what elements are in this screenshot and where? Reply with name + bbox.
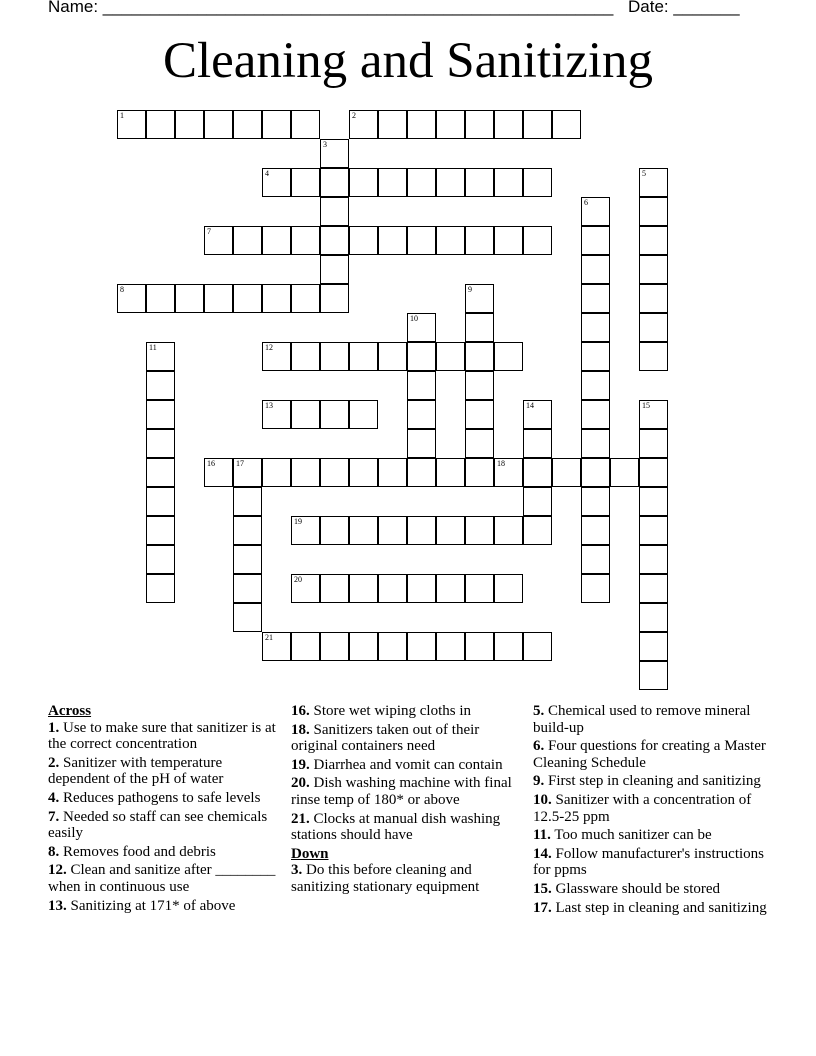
crossword-cell[interactable] [233,226,262,255]
clues-column-1 [48,703,280,916]
crossword-cell[interactable] [291,516,320,545]
crossword-cell[interactable] [465,574,494,603]
crossword-cell[interactable] [262,284,291,313]
crossword-cell[interactable] [465,313,494,342]
cell-number: 3 [323,140,327,149]
crossword-cell[interactable] [436,226,465,255]
crossword-cell[interactable] [581,458,610,487]
crossword-cell[interactable] [146,458,175,487]
cell-number: 15 [642,401,650,410]
crossword-cell[interactable] [291,458,320,487]
crossword-cell[interactable] [378,226,407,255]
crossword-cell[interactable] [523,429,552,458]
crossword-cell[interactable] [233,110,262,139]
crossword-cell[interactable] [320,168,349,197]
crossword-cell[interactable] [523,168,552,197]
crossword-cell[interactable] [581,574,610,603]
clue-across-4: 4. Reduces pathogens to safe levels [48,789,261,806]
crossword-cell[interactable] [204,458,233,487]
crossword-cell[interactable] [436,342,465,371]
crossword-cell[interactable] [465,400,494,429]
crossword-cell[interactable] [146,574,175,603]
crossword-cell[interactable] [523,110,552,139]
crossword-cell[interactable] [233,284,262,313]
crossword-cell[interactable] [320,458,349,487]
crossword-cell[interactable] [407,342,436,371]
crossword-cell[interactable] [349,226,378,255]
crossword-cell[interactable] [639,661,668,690]
crossword-cell[interactable] [262,458,291,487]
name-field[interactable]: Name: ______________________________________________________ [48,0,614,16]
crossword-cell[interactable] [407,226,436,255]
crossword-cell[interactable] [407,168,436,197]
crossword-cell[interactable] [146,429,175,458]
crossword-cell[interactable] [378,110,407,139]
clue-across-8: 8. Removes food and debris [48,843,216,860]
crossword-cell[interactable] [320,400,349,429]
crossword-cell[interactable] [378,516,407,545]
crossword-cell[interactable] [436,168,465,197]
crossword-cell[interactable] [523,516,552,545]
crossword-cell[interactable] [291,574,320,603]
clue-across-19: 19. Diarrhea and vomit can contain [291,756,503,773]
crossword-cell[interactable] [291,226,320,255]
crossword-cell[interactable] [436,110,465,139]
crossword-cell[interactable] [465,429,494,458]
cell-number: 17 [236,459,244,468]
clue-across-1: 1. Use to make sure that sanitizer is at the correct concentration [48,719,276,753]
crossword-cell[interactable] [523,458,552,487]
cell-number: 9 [468,285,472,294]
clue-down-11: 11. Too much sanitizer can be [533,827,712,844]
clue-across-18: 18. Sanitizers taken out of their original containers need [291,721,480,755]
down-heading: Down [291,845,329,862]
crossword-cell[interactable] [639,487,668,516]
crossword-cell[interactable] [291,342,320,371]
cell-number: 19 [294,517,302,526]
clue-across-13: 13. Sanitizing at 171* of above [48,897,236,914]
crossword-cell[interactable] [291,110,320,139]
crossword-cell[interactable] [581,313,610,342]
crossword-cell[interactable] [407,516,436,545]
clue-across-16: 16. Store wet wiping cloths in [291,703,471,719]
crossword-cell[interactable] [175,110,204,139]
crossword-cell[interactable] [407,313,436,342]
page-title: Cleaning and Sanitizing [162,33,654,89]
clue-down-3: 3. Do this before cleaning and sanitizing stationary equipment [291,862,480,895]
crossword-cell[interactable] [639,458,668,487]
crossword-cell[interactable] [320,197,349,226]
crossword-cell[interactable] [639,574,668,603]
clue-down-15: 15. Glassware should be stored [533,880,721,897]
crossword-cell[interactable] [494,574,523,603]
crossword-cell[interactable] [465,168,494,197]
crossword-cell[interactable] [407,400,436,429]
crossword-cell[interactable] [639,342,668,371]
crossword-cell[interactable] [320,574,349,603]
crossword-cell[interactable] [349,400,378,429]
clue-down-14: 14. Follow manufacturer's instructions for ppms [533,845,764,879]
crossword-cell[interactable] [581,371,610,400]
clues-column-3 [533,703,773,918]
crossword-cell[interactable] [349,168,378,197]
crossword-cell[interactable] [639,545,668,574]
crossword-cell[interactable] [117,284,146,313]
clue-across-12: 12. Clean and sanitize after ________ when in continuous use [48,862,276,895]
crossword-cell[interactable] [639,284,668,313]
cell-number: 10 [410,314,418,323]
crossword-cell[interactable] [639,603,668,632]
crossword-cell[interactable] [407,632,436,661]
crossword-cell[interactable] [494,226,523,255]
crossword-cell[interactable] [233,603,262,632]
crossword-cell[interactable] [436,516,465,545]
date-field[interactable]: Date: _______ [628,0,740,16]
crossword-cell[interactable] [233,516,262,545]
crossword-cell[interactable] [349,632,378,661]
crossword-cell[interactable] [581,197,610,226]
crossword-cell[interactable] [494,110,523,139]
crossword-cell[interactable] [204,226,233,255]
clue-down-10: 10. Sanitizer with a concentration of 12.5-25 ppm [533,791,752,825]
crossword-cell[interactable] [117,110,146,139]
clue-across-2: 2. Sanitizer with temperature dependent of the pH of water [48,754,224,788]
crossword-cell[interactable] [204,110,233,139]
crossword-cell[interactable] [407,429,436,458]
crossword-cell[interactable] [378,632,407,661]
crossword-cell[interactable] [581,255,610,284]
cell-number: 11 [149,343,157,352]
crossword-cell[interactable] [146,371,175,400]
crossword-cell[interactable] [465,110,494,139]
cell-number: 6 [584,198,588,207]
crossword-cell[interactable] [146,516,175,545]
crossword-cell[interactable] [146,487,175,516]
crossword-cell[interactable] [262,168,291,197]
crossword-cell[interactable] [465,458,494,487]
crossword-cell[interactable] [581,545,610,574]
cell-number: 5 [642,169,646,178]
cell-number: 13 [265,401,273,410]
crossword-cell[interactable] [349,516,378,545]
crossword-cell[interactable] [465,226,494,255]
crossword-cell[interactable] [349,574,378,603]
cell-number: 12 [265,343,273,352]
crossword-cell[interactable] [349,458,378,487]
crossword-cell[interactable] [204,284,233,313]
crossword-cell[interactable] [552,458,581,487]
crossword-cell[interactable] [465,516,494,545]
crossword-cell[interactable] [465,632,494,661]
cell-number: 16 [207,459,215,468]
crossword-cell[interactable] [581,487,610,516]
clues-column-2 [291,703,523,898]
crossword-cell[interactable] [349,110,378,139]
crossword-cell[interactable] [378,342,407,371]
crossword-cell[interactable] [407,110,436,139]
crossword-cell[interactable] [291,632,320,661]
crossword-cell[interactable] [639,516,668,545]
crossword-cell[interactable] [581,400,610,429]
crossword-cell[interactable] [523,632,552,661]
crossword-cell[interactable] [378,168,407,197]
crossword-cell[interactable] [465,284,494,313]
crossword-cell[interactable] [407,574,436,603]
crossword-cell[interactable] [639,168,668,197]
cell-number: 1 [120,111,124,120]
crossword-cell[interactable] [523,487,552,516]
crossword-cell[interactable] [233,574,262,603]
crossword-cell[interactable] [262,632,291,661]
crossword-cell[interactable] [581,516,610,545]
crossword-cell[interactable] [320,342,349,371]
crossword-cell[interactable] [291,168,320,197]
crossword-cell[interactable] [320,284,349,313]
clue-across-21: 21. Clocks at manual dish washing stations should have [291,810,501,844]
crossword-cell[interactable] [291,284,320,313]
cell-number: 4 [265,169,269,178]
crossword-cell[interactable] [320,516,349,545]
crossword-cell[interactable] [581,429,610,458]
crossword-cell[interactable] [146,545,175,574]
crossword-cell[interactable] [291,400,320,429]
crossword-cell[interactable] [436,632,465,661]
clue-down-6: 6. Four questions for creating a Master Cleaning Schedule [533,738,766,771]
crossword-cell[interactable] [465,342,494,371]
cell-number: 2 [352,111,356,120]
crossword-cell[interactable] [262,110,291,139]
crossword-cell[interactable] [378,574,407,603]
crossword-cell[interactable] [320,226,349,255]
crossword-cell[interactable] [494,458,523,487]
clue-down-5: 5. Chemical used to remove mineral build-up [533,703,751,736]
crossword-cell[interactable] [233,458,262,487]
crossword-cell[interactable] [639,313,668,342]
across-heading: Across [48,703,92,719]
crossword-cell[interactable] [552,110,581,139]
crossword-cell[interactable] [581,226,610,255]
crossword-cell[interactable] [494,516,523,545]
crossword-cell[interactable] [639,429,668,458]
crossword-cell[interactable] [349,342,378,371]
crossword-cell[interactable] [146,284,175,313]
cell-number: 14 [526,401,534,410]
clue-across-7: 7. Needed so staff can see chemicals easily [48,808,268,842]
crossword-cell[interactable] [494,632,523,661]
crossword-cell[interactable] [320,632,349,661]
crossword-cell[interactable] [407,371,436,400]
crossword-cell[interactable] [146,400,175,429]
cell-number: 18 [497,459,505,468]
crossword-cell[interactable] [320,255,349,284]
crossword-cell[interactable] [610,458,639,487]
crossword-cell[interactable] [407,458,436,487]
crossword-cell[interactable] [320,139,349,168]
crossword-cell[interactable] [639,226,668,255]
crossword-cell[interactable] [639,197,668,226]
crossword-cell[interactable] [581,342,610,371]
crossword-cell[interactable] [494,342,523,371]
crossword-cell[interactable] [494,168,523,197]
crossword-cell[interactable] [523,400,552,429]
crossword-cell[interactable] [262,342,291,371]
crossword-cell[interactable] [465,371,494,400]
crossword-cell[interactable] [581,284,610,313]
crossword-cell[interactable] [436,458,465,487]
crossword-cell[interactable] [436,574,465,603]
crossword-cell[interactable] [146,110,175,139]
crossword-cell[interactable] [146,342,175,371]
clue-down-9: 9. First step in cleaning and sanitizing [533,773,761,790]
crossword-cell[interactable] [233,487,262,516]
crossword-cell[interactable] [523,226,552,255]
crossword-cell[interactable] [175,284,204,313]
crossword-cell[interactable] [262,400,291,429]
cell-number: 8 [120,285,124,294]
crossword-cell[interactable] [639,632,668,661]
crossword-cell[interactable] [378,458,407,487]
crossword-cell[interactable] [639,255,668,284]
crossword-cell[interactable] [233,545,262,574]
cell-number: 21 [265,633,273,642]
crossword-cell[interactable] [639,400,668,429]
clue-across-20: 20. Dish washing machine with final rinse temp of 180* or above [291,775,512,808]
crossword-cell[interactable] [262,226,291,255]
cell-number: 20 [294,575,302,584]
cell-number: 7 [207,227,211,236]
clue-down-17: 17. Last step in cleaning and sanitizing [533,899,767,916]
